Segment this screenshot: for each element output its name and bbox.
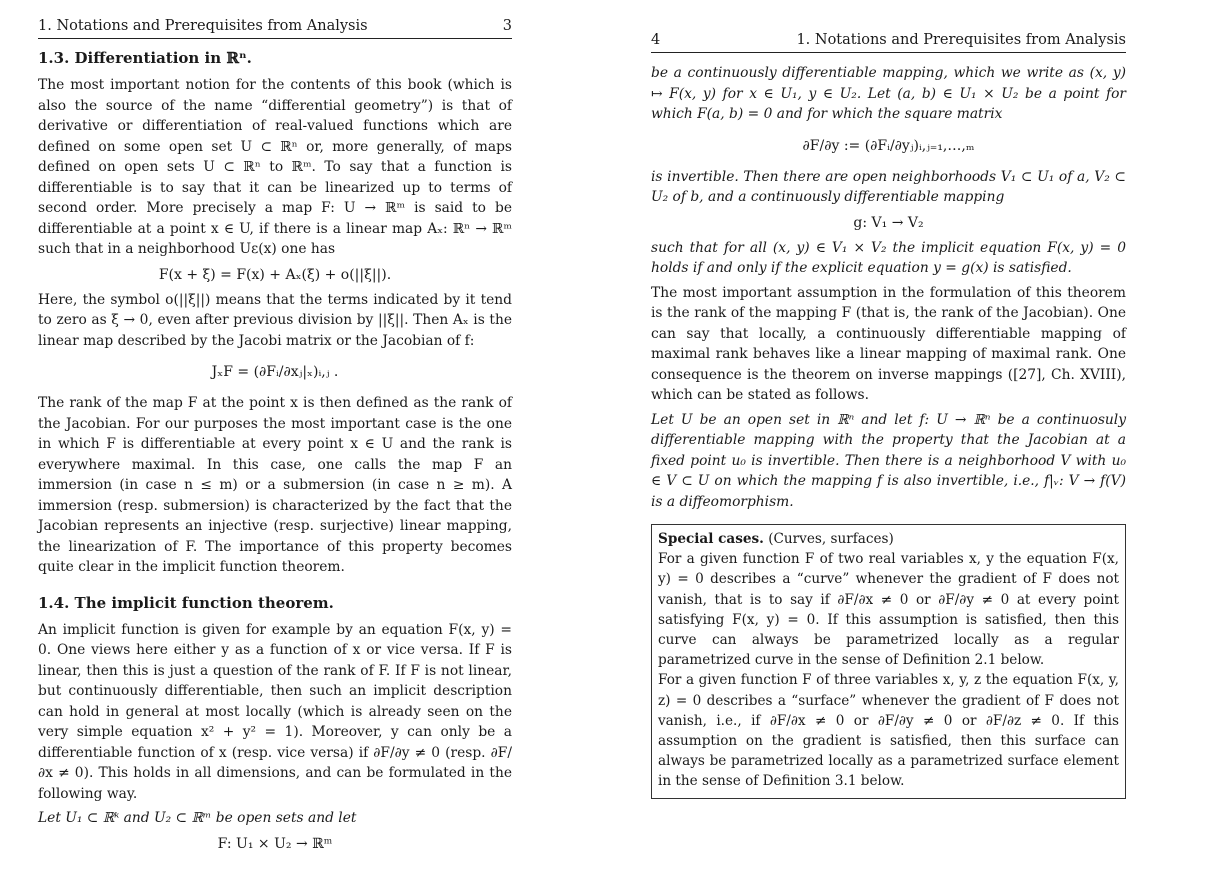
chapter-title: 1. Notations and Prerequisites from Analysis	[796, 32, 1126, 48]
running-head	[651, 32, 1126, 53]
equation: F(x + ξ) = F(x) + Aₓ(ξ) + o(||ξ||).	[158, 266, 392, 283]
paragraph: An implicit function is given for example by an equation F(x, y) = 0. One views here either y as a function of x or vice versa. If F is linear, then this is just a question of the rank of F. If F is not linear, but continuously differentiable, then such an implicit description can hold in general at most locally (which is already seen on the very simple equation x² + y² = 1). Moreover, y can only be a differentiable function of x (resp. vice versa) if ∂F/∂y ≠ 0 (resp. ∂F/∂x ≠ 0). This holds in all dimensions, and can be formulated in the following way.	[38, 621, 512, 802]
box-subheading: (Curves, surfaces)	[768, 531, 894, 547]
equation: F: U₁ × U₂ → ℝᵐ	[217, 835, 333, 852]
chapter-title: 1. Notations and Prerequisites from Analysis	[38, 18, 368, 34]
equation: JₓF = (∂Fᵢ/∂xⱼ|ₓ)ᵢ,ⱼ .	[211, 364, 339, 380]
right-page	[651, 0, 1126, 869]
equation: ∂F/∂y := (∂Fᵢ/∂yⱼ)ᵢ,ⱼ₌₁,…,ₘ	[802, 137, 975, 154]
section-heading: 1.4. The implicit function theorem.	[38, 593, 334, 612]
theorem-statement: Let U be an open set in ℝⁿ and let f: U → ℝⁿ be a continuosuly differentiable mapping with the property that the Jacobian at a fixed point u₀ is invertible. Then there is a neighborhood V with u₀ ∈ V ⊂ U on which the mapping f is also invertible, i.e., f|ᵥ: V → f(V) is a diffeomorphism.	[651, 411, 1126, 510]
theorem-statement: such that for all (x, y) ∈ V₁ × V₂ the implicit equation F(x, y) = 0 holds if and only if the explicit equation y = g(x) is satisfied.	[651, 239, 1126, 276]
section-heading: 1.3. Differentiation in ℝⁿ.	[38, 49, 252, 67]
theorem-statement: Let U₁ ⊂ ℝᵏ and U₂ ⊂ ℝᵐ be open sets and let	[38, 810, 357, 826]
paragraph: For a given function F of three variables x, y, z the equation F(x, y, z) = 0 describes a “surface” whenever the gradient of F does not vanish, i.e., if ∂F/∂x ≠ 0 or ∂F/∂y ≠ 0 or ∂F/∂z ≠ 0. If this assumption on the gradient is satisfied, then this surface can always be parametrized locally as a parametrized surface element in the sense of Definition 3.1 below.	[658, 672, 1119, 790]
running-head	[38, 18, 512, 39]
theorem-statement: is invertible. Then there are open neighborhoods V₁ ⊂ U₁ of a, V₂ ⊂ U₂ of b, and a continuously differentiable mapping	[651, 168, 1126, 205]
paragraph: For a given function F of two real variables x, y the equation F(x, y) = 0 describes a “curve” whenever the gradient of F does not vanish, that is to say if ∂F/∂x ≠ 0 or ∂F/∂y ≠ 0 at every point satisfying F(x, y) = 0. If this assumption is satisfied, then this curve can always be parametrized locally as a regular parametrized curve in the sense of Definition 2.1 below.	[658, 551, 1119, 669]
page-number: 4	[651, 32, 661, 48]
page-number: 3	[502, 18, 512, 34]
box-heading-line	[658, 529, 1119, 549]
equation: g: V₁ → V₂	[853, 214, 924, 231]
box-heading: Special cases.	[658, 531, 764, 547]
paragraph: The rank of the map F at the point x is then defined as the rank of the Jacobian. For our purposes the most important case is the one in which F is differentiable at every point x ∈ U and the rank is everywhere maximal. In this case, one calls the map F an immersion (in case n ≤ m) or a submersion (in case n ≥ m). A immersion (resp. submersion) is characterized by the fact that the Jacobian represents an injective (resp. surjective) linear mapping, the linearization of F. The importance of this property becomes quite clear in the implicit function theorem.	[38, 395, 512, 575]
left-page	[38, 0, 512, 869]
theorem-statement: be a continuously differentiable mapping, which we write as (x, y) ↦ F(x, y) for x ∈ U₁, y ∈ U₂. Let (a, b) ∈ U₁ × U₂ be a point for which F(a, b) = 0 and for which the square matrix	[651, 65, 1126, 122]
paragraph: The most important assumption in the formulation of this theorem is the rank of the mapping F (that is, the rank of the Jacobian). One can say that locally, a continuously differentiable mapping of maximal rank behaves like a linear mapping of maximal rank. One consequence is the theorem on inverse mappings ([27], Ch. XVIII), which can be stated as follows.	[651, 284, 1126, 403]
paragraph: The most important notion for the contents of this book (which is also the source of the name “differential geometry”) is that of derivative or differentiation of real-valued functions which are defined on some open set U ⊂ ℝⁿ or, more generally, of maps defined on open sets U ⊂ ℝⁿ to ℝᵐ. To say that a function is differentiable is to say that it can be linearized up to terms of second order. More precisely a map F: U → ℝᵐ is said to be differentiable at a point x ∈ U, if there is a linear map Aₓ: ℝⁿ → ℝᵐ such that in a neighborhood Uε(x) one has	[38, 77, 512, 257]
special-cases-box	[651, 524, 1126, 799]
paragraph: Here, the symbol o(||ξ||) means that the terms indicated by it tend to zero as ξ → 0, even after previous division by ||ξ||. Then Aₓ is the linear map described by the Jacobi matrix or the Jacobian of f:	[38, 291, 512, 349]
